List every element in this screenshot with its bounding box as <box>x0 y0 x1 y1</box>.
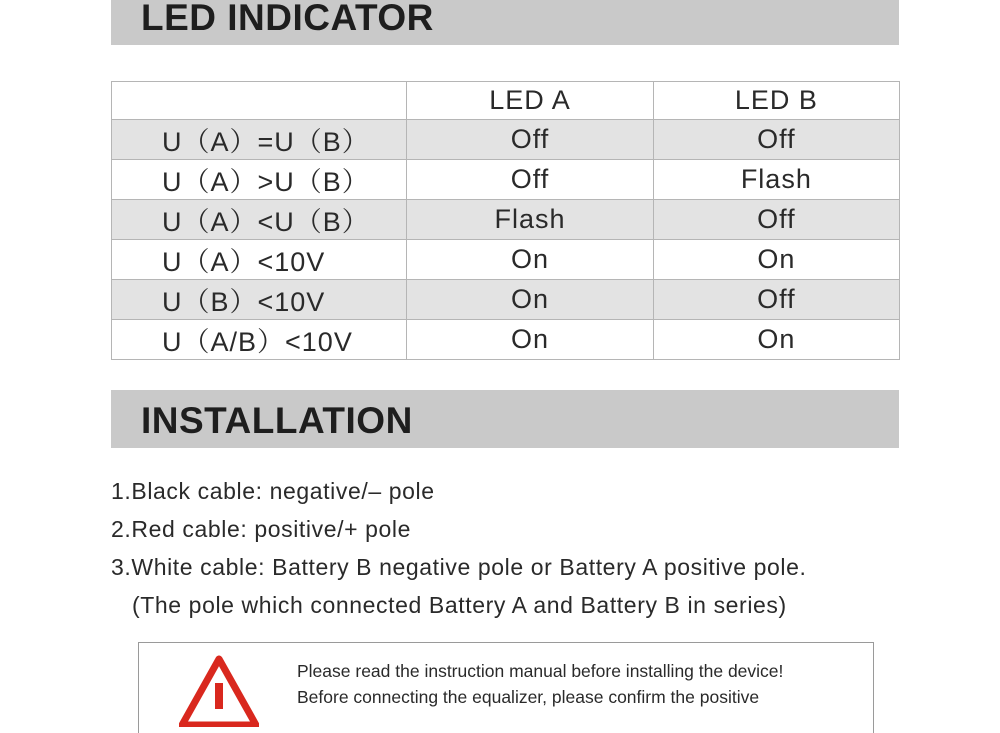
led-indicator-table <box>111 81 900 360</box>
warning-line: Before connecting the equalizer, please confirm the positive <box>297 687 760 707</box>
warning-text <box>297 658 783 710</box>
table-row <box>112 200 900 240</box>
led-b-cell: Off <box>653 200 899 240</box>
table-header-led-a: LED A <box>407 82 653 120</box>
led-indicator-title: LED INDICATOR <box>141 0 434 38</box>
table-row <box>112 240 900 280</box>
condition-cell: U（A/B）<10V <box>112 320 407 360</box>
list-item: 3.White cable: Battery B negative pole or Battery A positive pole. <box>111 554 807 580</box>
condition-cell: U（A）=U（B） <box>112 120 407 160</box>
installation-header <box>111 390 899 448</box>
warning-line: Please read the instruction manual before installing the device! <box>297 661 784 681</box>
condition-cell: U（A）<U（B） <box>112 200 407 240</box>
warning-triangle-icon <box>179 655 259 732</box>
list-item-note: (The pole which connected Battery A and Battery B in series) <box>132 592 787 618</box>
condition-cell: U（A）>U（B） <box>112 160 407 200</box>
led-a-cell: On <box>407 280 653 320</box>
installation-title: INSTALLATION <box>141 400 413 441</box>
table-row <box>112 120 900 160</box>
condition-cell: U（B）<10V <box>112 280 407 320</box>
list-item: 2.Red cable: positive/+ pole <box>111 516 412 542</box>
list-item: 1.Black cable: negative/– pole <box>111 478 435 504</box>
warning-box <box>138 642 874 733</box>
table-row <box>112 160 900 200</box>
led-a-cell: Off <box>407 120 653 160</box>
condition-cell: U（A）<10V <box>112 240 407 280</box>
led-indicator-header <box>111 0 899 45</box>
led-b-cell: Off <box>653 120 899 160</box>
led-a-cell: Off <box>407 160 653 200</box>
led-a-cell: On <box>407 240 653 280</box>
table-row <box>112 320 900 360</box>
table-header-row <box>112 82 900 120</box>
table-header-led-b: LED B <box>653 82 899 120</box>
led-b-cell: Flash <box>653 160 899 200</box>
led-b-cell: On <box>653 320 899 360</box>
led-b-cell: Off <box>653 280 899 320</box>
led-a-cell: Flash <box>407 200 653 240</box>
table-row <box>112 280 900 320</box>
table-header-blank <box>112 82 407 120</box>
led-a-cell: On <box>407 320 653 360</box>
led-b-cell: On <box>653 240 899 280</box>
installation-list <box>111 472 911 624</box>
